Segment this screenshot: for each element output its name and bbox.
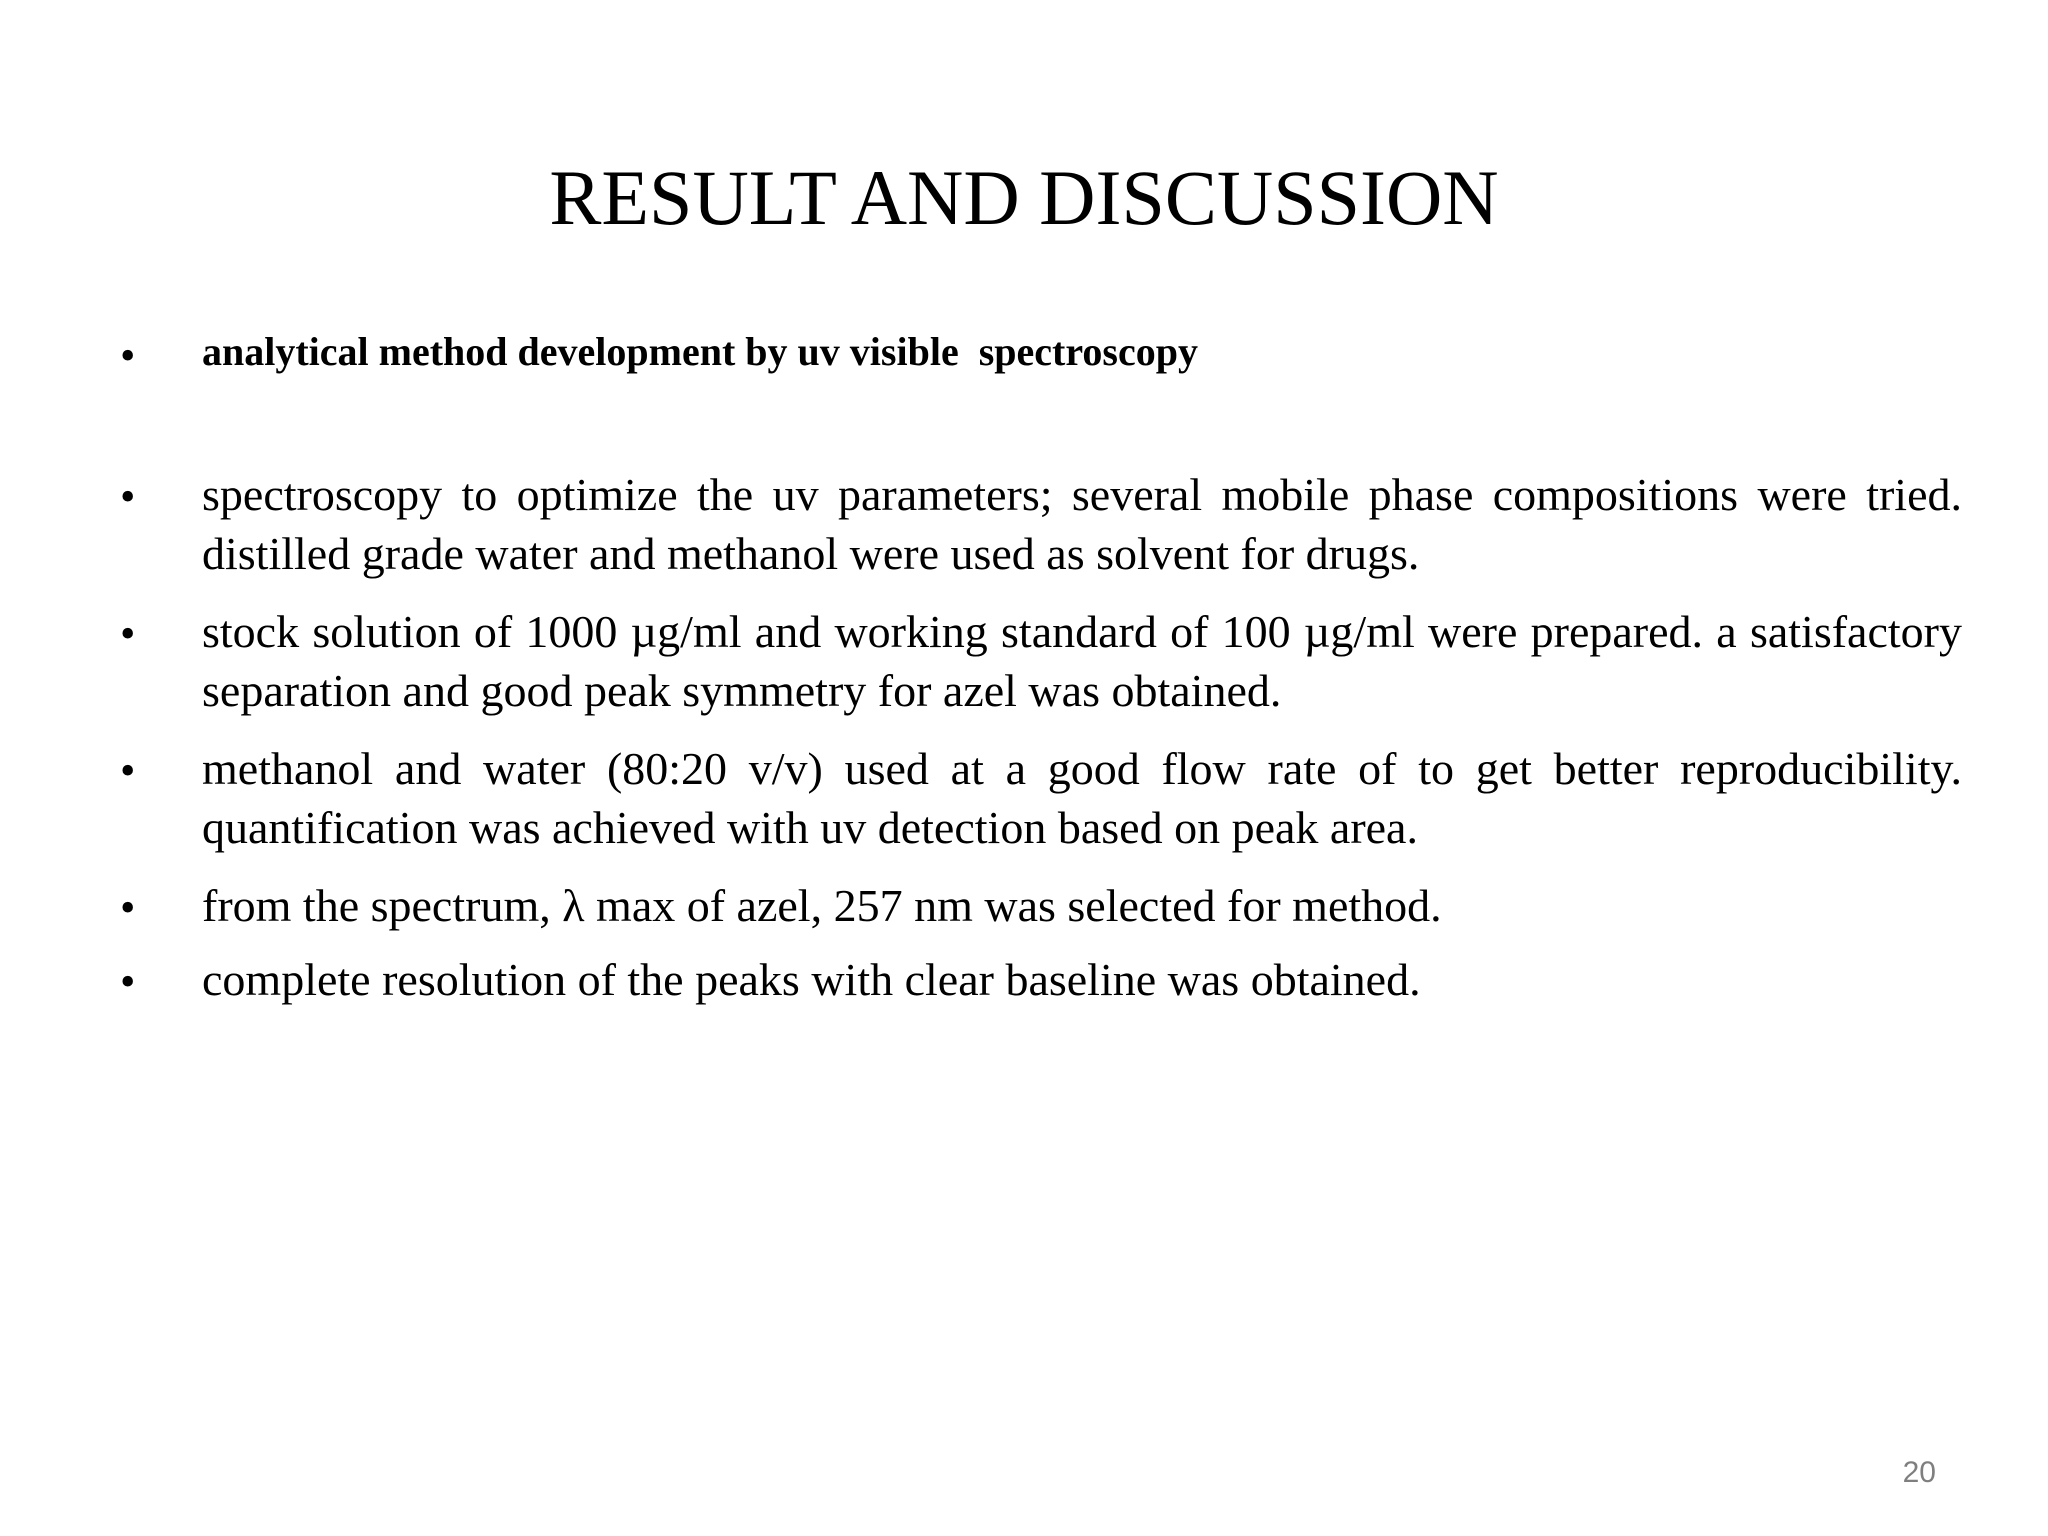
bullet-text: complete resolution of the peaks with clear baseline was obtained.	[202, 954, 1421, 1005]
bullet-heading-text: analytical method development by uv visible spectroscopy	[202, 329, 1198, 374]
bullet-marker: •	[120, 472, 136, 521]
bullet-marker: •	[120, 746, 136, 795]
slide-title: RESULT AND DISCUSSION	[549, 154, 1499, 241]
bullet-text: from the spectrum, λ max of azel, 257 nm was selected for method.	[202, 880, 1442, 931]
bullet-text: stock solution of 1000 µg/ml and working standard of 100 µg/ml were prepared. a satisfactory separation and good peak symmetry for azel was obtained.	[202, 606, 1962, 716]
bullet-marker: •	[120, 331, 136, 380]
bullet-marker: •	[120, 609, 136, 658]
page-number: 20	[1902, 1456, 1936, 1489]
bullet-text: methanol and water (80:20 v/v) used at a good flow rate of to get better reproducibility. quantification was achieved with uv detection based on peak area.	[202, 743, 1962, 853]
bullet-marker: •	[120, 957, 136, 1006]
bullet-marker: •	[120, 883, 136, 932]
bullet-text: spectroscopy to optimize the uv parameters; several mobile phase compositions were tried. distilled grade water and methanol were used as solvent for drugs.	[202, 469, 1962, 579]
